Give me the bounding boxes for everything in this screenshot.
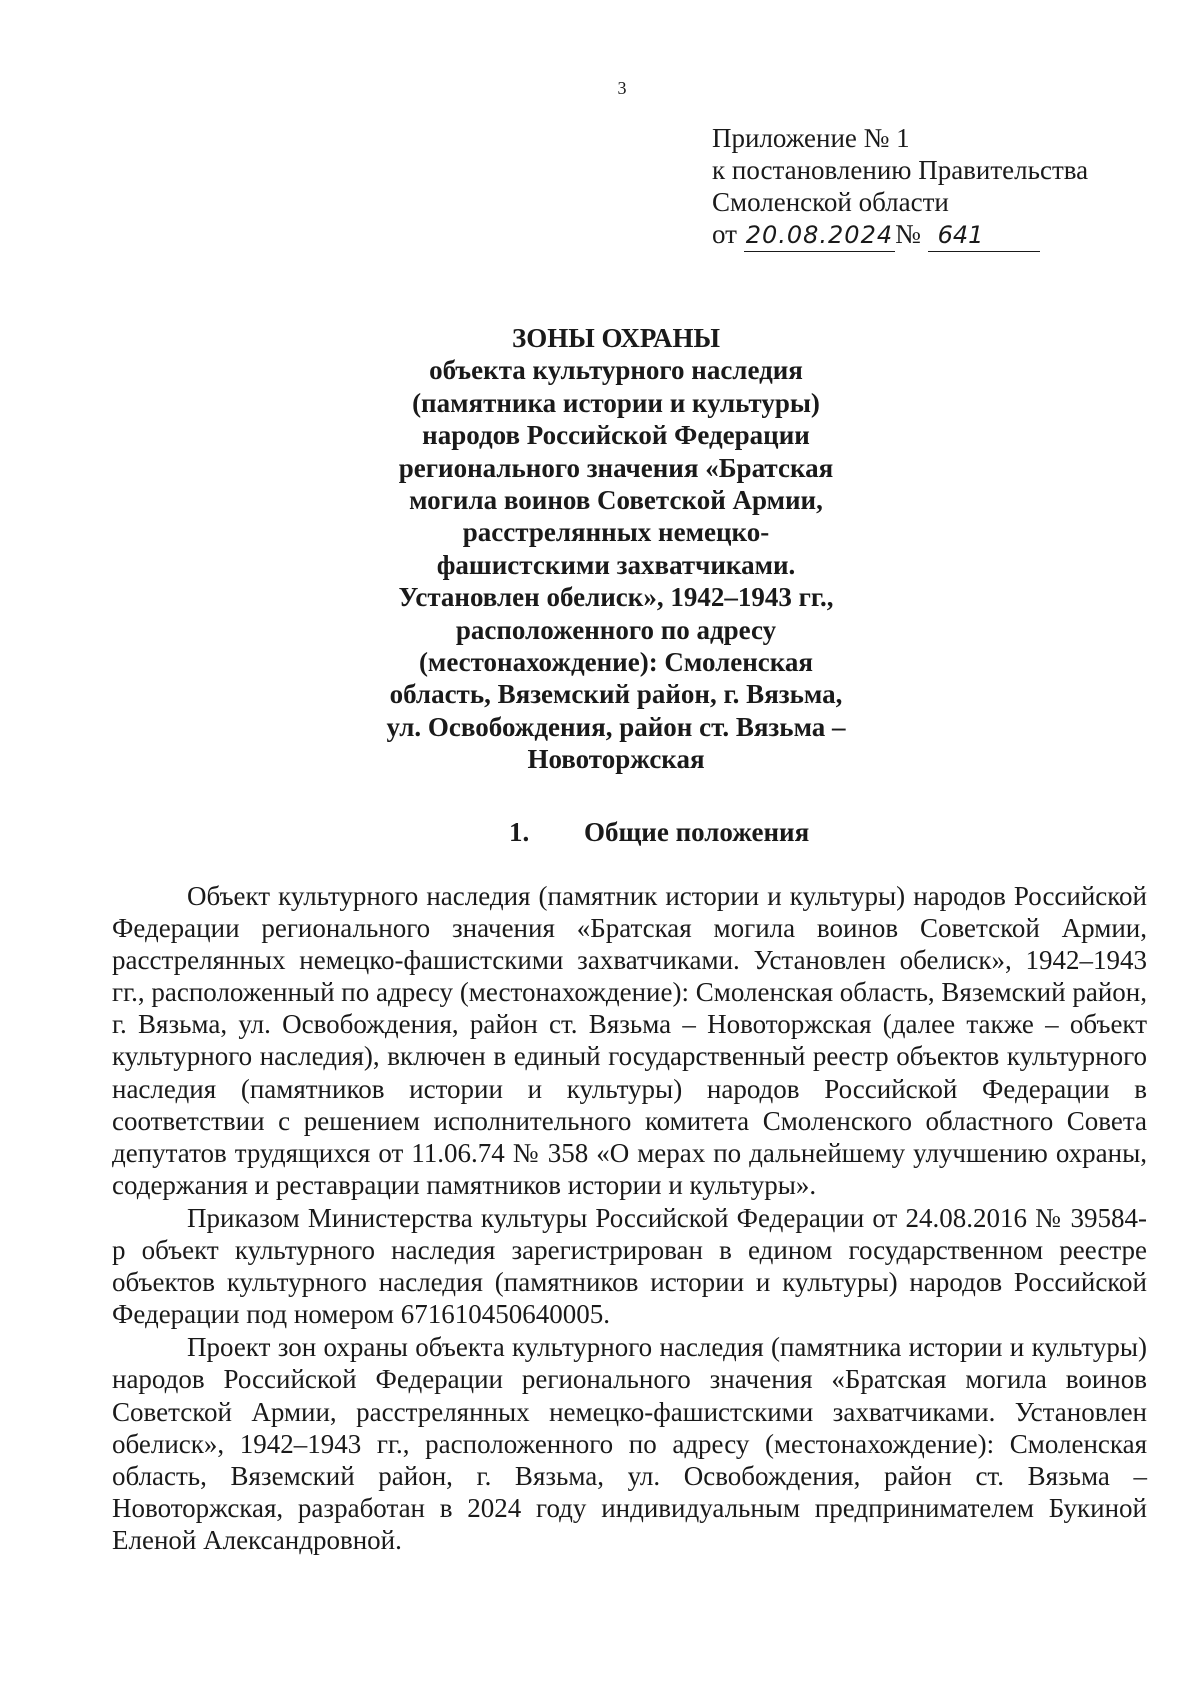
document-title	[0, 322, 1200, 776]
title-line: (памятника истории и культуры)	[412, 387, 820, 418]
title-line: ул. Освобождения, район ст. Вязьма –	[386, 711, 846, 742]
title-line: расстрелянных немецко-	[462, 517, 770, 548]
handwritten-number: 641	[928, 219, 1040, 252]
title-line: (местонахождение): Смоленская	[418, 647, 814, 678]
section-heading	[509, 817, 809, 848]
appendix-header	[712, 122, 1088, 252]
handwritten-date: 20.08.2024	[744, 219, 895, 252]
title-line: народов Российской Федерации	[422, 420, 810, 451]
title-line: регионального значения «Братская	[398, 452, 834, 483]
body-text	[112, 880, 1147, 1557]
number-sign: №	[895, 219, 921, 249]
title-line: Установлен обелиск», 1942–1943 гг.,	[398, 582, 834, 613]
page-number: 3	[617, 78, 627, 98]
appendix-title: Приложение № 1	[712, 123, 910, 153]
title-line: расположенного по адресу	[455, 614, 777, 645]
appendix-reference: к постановлению Правительства	[712, 155, 1089, 185]
title-line: ЗОНЫ ОХРАНЫ	[512, 323, 720, 353]
section-title: Общие положения	[584, 817, 810, 847]
appendix-region: Смоленской области	[712, 187, 949, 217]
paragraph: Объект культурного наследия (памятник истории и культуры) народов Российской Федерации регионального значения «Братская могила воинов Советской Армии, расстрелянных немецко-фашистскими захватчиками. Установлен обелиск», 1942–1943 гг., расположенный по адресу (местонахождение): Смоленская область, Вяземский район, г. Вязьма, ул. Освобождения, район ст. Вязьма – Новоторжская (далее также – объект культурного наследия), включен в единый государственный реестр объектов культурного наследия (памятников истории и культуры) народов Российской Федерации в соответствии с решением исполнительного комитета Смоленского областного Совета депутатов трудящихся от 11.06.74 № 358 «О мерах по дальнейшему улучшению охраны, содержания и реставрации памятников истории и культуры».	[112, 881, 1147, 1200]
section-number: 1.	[509, 817, 530, 847]
paragraph: Проект зон охраны объекта культурного наследия (памятника истории и культуры) народов Российской Федерации регионального значения «Братская могила воинов Советской Армии, расстрелянных немецко-фашистскими захватчиками. Установлен обелиск», 1942–1943 гг., расположенного по адресу (местонахождение): Смоленская область, Вяземский район, г. Вязьма, ул. Освобождения, район ст. Вязьма – Новоторжская, разработан в 2024 году индивидуальным предпринимателем Букиной Еленой Александровной.	[112, 1332, 1147, 1555]
appendix-date-line	[712, 218, 1088, 252]
title-line: фашистскими захватчиками.	[436, 549, 796, 580]
date-prefix: от	[712, 219, 737, 249]
paragraph: Приказом Министерства культуры Российской Федерации от 24.08.2016 № 39584-р объект культурного наследия зарегистрирован в едином государственном реестре объектов культурного наследия (памятников истории и культуры) народов Российской Федерации под номером 671610450640005.	[112, 1202, 1147, 1330]
title-line: Новоторжская	[527, 744, 705, 775]
title-line: область, Вяземский район, г. Вязьма,	[389, 679, 843, 710]
title-line: могила воинов Советской Армии,	[409, 485, 823, 516]
title-line: объекта культурного наследия	[429, 355, 803, 386]
